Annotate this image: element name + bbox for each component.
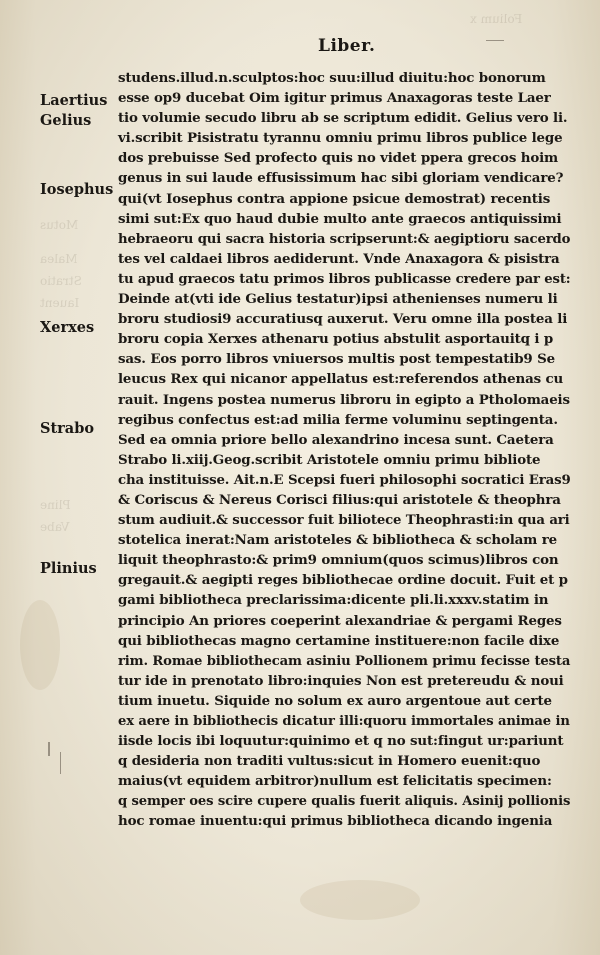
text-line: cha instituisse. Ait.n.E Scepsi fueri philosophi socratici Eras9 bbox=[118, 471, 571, 488]
show-through-text: Stratio bbox=[40, 274, 82, 288]
text-line: dos prebuisse Sed profecto quis no videt ppera grecos hoim bbox=[118, 150, 559, 167]
show-through-text: Iauent bbox=[40, 296, 80, 310]
ink-mark bbox=[48, 742, 50, 756]
text-line: esse op9 ducebat Oim igitur primus Anaxagoras teste Laer bbox=[118, 90, 551, 107]
text-line: liquit theophrasto:& prim9 omnium(quos scimus)libros con bbox=[118, 552, 559, 569]
text-line: qui bibliothecas magno certamine instituere:non facile dixe bbox=[118, 632, 560, 649]
text-line: qui(vt Iosephus contra appione psicue demostrat) recentis bbox=[118, 190, 551, 207]
text-line: q desideria non traditi vultus:sicut in Homero euenit:quo bbox=[118, 753, 541, 770]
text-line: genus in sui laude effusissimum hac sibi gloriam vendicare? bbox=[118, 170, 564, 187]
text-line: tu apud graecos tatu primos libros publicasse credere par est: bbox=[118, 270, 571, 287]
text-line: Strabo li.xiij.Geog.scribit Aristotele omniu primu bibliote bbox=[118, 451, 541, 468]
margin-note-laertius: Laertius bbox=[40, 92, 108, 109]
text-line: q semper oes scire cupere qualis fuerit aliquis. Asinij pollionis bbox=[118, 793, 571, 810]
margin-note-xerxes: Xerxes bbox=[40, 319, 95, 336]
text-line: tio volumie secudo libru ab se scriptum edidit. Gelius vero li. bbox=[118, 110, 568, 127]
margin-note-strabo: Strabo bbox=[40, 420, 95, 437]
text-line: sas. Eos porro libros vniuersos multis post tempestatib9 Se bbox=[118, 351, 555, 368]
ink-mark bbox=[60, 752, 61, 774]
text-line: studens.illud.n.sculptos:hoc suu:illud diuitu:hoc bonorum bbox=[118, 70, 546, 86]
text-line: gregauit.& aegipti reges bibliothecae ordine docuit. Fuit et p bbox=[118, 572, 568, 589]
show-through-text: Motus bbox=[40, 218, 79, 232]
text-line: stum audiuit.& successor fuit biliotece Theophrasti:in qua ari bbox=[118, 512, 570, 529]
text-line: principio An priores coeperint alexandriae & pergami Reges bbox=[118, 612, 562, 629]
text-line: ex aere in bibliothecis dicatur illi:quoru immortales animae in bbox=[118, 713, 570, 729]
ink-mark bbox=[486, 40, 504, 41]
show-through-text: Folium x bbox=[470, 12, 523, 26]
text-line: tur ide in prenotato libro:inquies Non est pretereudu & noui bbox=[118, 672, 564, 689]
text-line: maius(vt equidem arbitror)nullum est felicitatis specimen: bbox=[118, 773, 552, 790]
text-line: gami bibliotheca preclarissima:dicente pli.li.xxxv.statim in bbox=[118, 592, 549, 609]
text-line: rauit. Ingens postea numerus libroru in egipto a Ptholomaeis bbox=[118, 391, 570, 408]
text-line: leucus Rex qui nicanor appellatus est:referendos athenas cu bbox=[118, 371, 564, 388]
text-line: tium inuetu. Siquide no solum ex auro argentoue aut certe bbox=[118, 692, 552, 709]
paper-stain bbox=[300, 880, 420, 920]
text-line: tes vel caldaei libros aediderunt. Vnde Anaxagora & pisistra bbox=[118, 250, 560, 267]
text-line: iisde locis ibi loquutur:quinimo et q no sut:fingut ur:pariunt bbox=[118, 733, 564, 750]
text-line: broru studiosi9 accuratiusq auxerut. Veru omne illa postea li bbox=[118, 311, 568, 328]
margin-note-gelius: Gelius bbox=[40, 112, 92, 129]
text-line: vi.scribit Pisistratu tyrannu omniu primu libros publice lege bbox=[118, 130, 563, 147]
show-through-text: Malea bbox=[40, 252, 78, 266]
text-line: simi sut:Ex quo haud dubie multo ante graecos antiquissimi bbox=[118, 210, 562, 227]
text-line: hoc romae inuentu:qui primus bibliotheca dicando ingenia bbox=[118, 813, 553, 830]
text-line: Deinde at(vti ide Gelius testatur)ipsi athenienses numeru li bbox=[118, 291, 558, 308]
main-text-block bbox=[118, 68, 571, 832]
running-head: Liber. bbox=[318, 36, 376, 56]
text-line: rim. Romae bibliothecam asiniu Pollionem primu fecisse testa bbox=[118, 652, 571, 669]
text-line: hebraeoru qui sacra historia scripserunt:& aegiptioru sacerdo bbox=[118, 230, 571, 247]
paper-stain bbox=[20, 600, 60, 690]
show-through-text: Pline bbox=[40, 498, 71, 512]
text-line: broru copia Xerxes athenaru potius abstulit asportauitq i p bbox=[118, 331, 554, 348]
margin-note-iosephus: Iosephus bbox=[40, 181, 114, 198]
text-line: Sed ea omnia priore bello alexandrino incesa sunt. Caetera bbox=[118, 431, 554, 448]
text-line: regibus confectus est:ad milia ferme voluminu septingenta. bbox=[118, 411, 558, 428]
margin-note-plinius: Plinius bbox=[40, 560, 97, 577]
text-line: & Coriscus & Nereus Corisci filius:qui aristotele & theophra bbox=[118, 491, 561, 508]
show-through-text: Vabe bbox=[40, 520, 70, 534]
text-line: stotelica inerat:Nam aristoteles & bibliotheca & scholam re bbox=[118, 532, 557, 549]
